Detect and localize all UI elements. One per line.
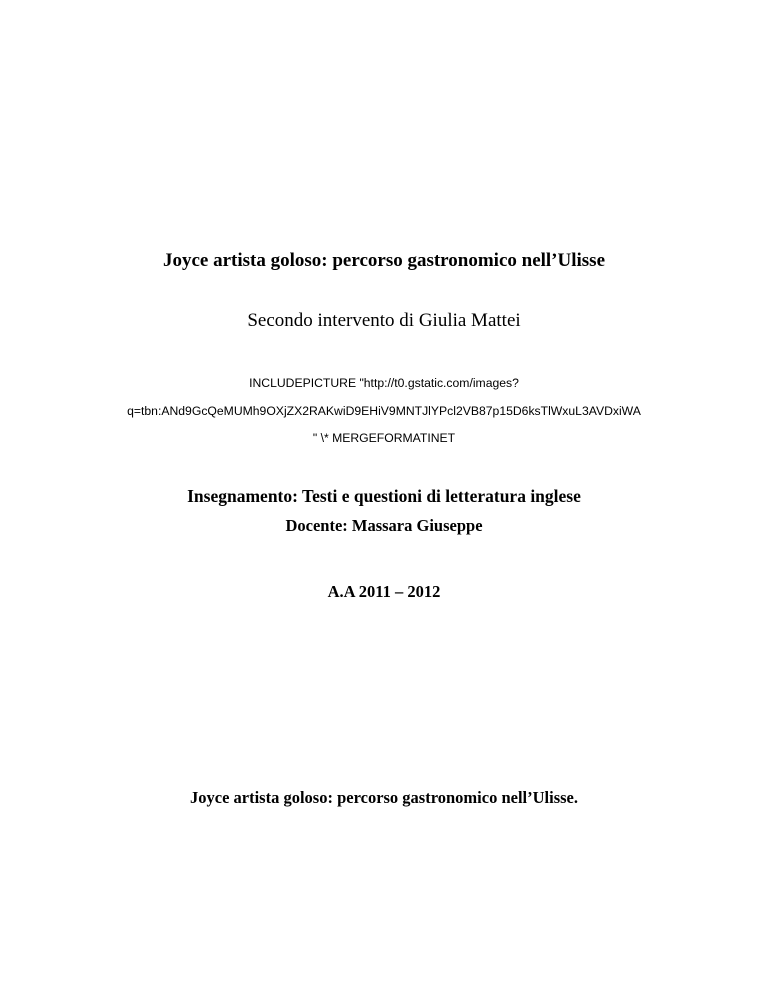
teacher-name: Docente: Massara Giuseppe [285, 516, 483, 535]
field-code-line-3: " \* MERGEFORMATINET [312, 431, 456, 445]
field-code-line-1: INCLUDEPICTURE "http://t0.gstatic.com/images? [249, 376, 519, 390]
document-title: Joyce artista goloso: percorso gastronomico nell’Ulisse [162, 250, 606, 271]
field-code-line-2: q=tbn:ANd9GcQeMUMh9OXjZX2RAKwiD9EHiV9MNTJlYPcl2VB87p15D6ksTlWxuL3AVDxiWA [127, 404, 641, 418]
document-subtitle: Secondo intervento di Giulia Mattei [247, 310, 521, 331]
section-heading: Joyce artista goloso: percorso gastronomico nell’Ulisse. [190, 788, 578, 807]
academic-year: A.A 2011 – 2012 [327, 582, 441, 601]
course-title: Insegnamento: Testi e questioni di letteratura inglese [187, 486, 581, 506]
